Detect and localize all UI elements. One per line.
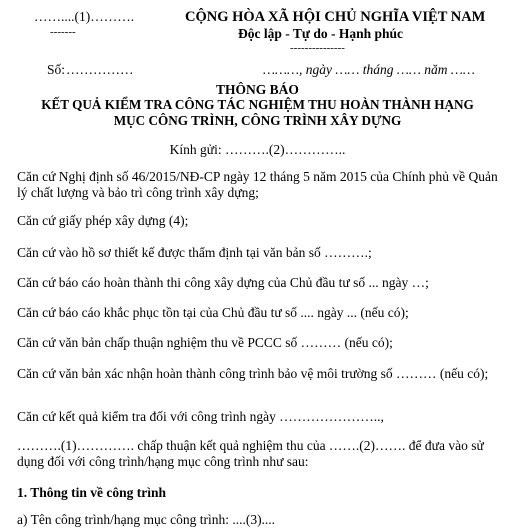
document-title-line3: MỤC CÔNG TRÌNH, CÔNG TRÌNH XÂY DỰNG: [113, 113, 402, 128]
legal-basis-permit: Căn cứ giấy phép xây dựng (4);: [17, 213, 189, 228]
national-motto: Độc lập - Tự do - Hạnh phúc: [238, 26, 404, 41]
issuing-org-placeholder: ……....(1)……….: [34, 9, 135, 24]
motto-dashes: ---------------: [290, 42, 345, 54]
legal-basis-environment: Căn cứ văn bản xác nhận hoàn thành công trình bảo vệ môi trường số ……… (nếu có);: [17, 366, 489, 381]
document-number-label: Số:: [47, 62, 66, 77]
national-title: CỘNG HÒA XÃ HỘI CHỦ NGHĨA VIỆT NAM: [185, 9, 486, 25]
document-title: THÔNG BÁO: [216, 82, 299, 97]
document-number-value: ……………: [66, 62, 134, 77]
project-name-item: a) Tên công trình/hạng mục công trình: ....(3)....: [17, 512, 276, 527]
legal-basis-completion-report: Căn cứ báo cáo hoàn thành thi công xây dựng của Chủ đầu tư số ... ngày …;: [17, 275, 429, 290]
recipient-line: Kính gửi: ……….(2)…………..: [169, 142, 346, 157]
document-title-line2: KẾT QUẢ KIỂM TRA CÔNG TÁC NGHIỆM THU HOÀN THÀNH HẠNG: [41, 97, 474, 112]
place-date-line: ………, ngày …… tháng …… năm ……: [263, 62, 475, 77]
legal-basis-remedy-report: Căn cứ báo cáo khắc phục tồn tại của Chủ đầu tư số .... ngày ... (nếu có);: [17, 305, 409, 320]
legal-basis-design: Căn cứ vào hồ sơ thiết kế được thẩm định tại văn bản số ……….;: [17, 245, 372, 260]
legal-basis-fire-safety: Căn cứ văn bản chấp thuận nghiệm thu về PCCC số ……… (nếu có);: [17, 335, 393, 350]
issuing-org-dashes: -------: [50, 26, 76, 38]
legal-basis-decree: Căn cứ Nghị định số 46/2015/NĐ-CP ngày 12 tháng 5 năm 2015 của Chính phủ về Quản lý chất lượng và bảo trì công trình xây dựng;: [17, 169, 498, 200]
section-heading-project-info: 1. Thông tin về công trình: [17, 485, 167, 500]
approval-statement: ……….(1)…………. chấp thuận kết quả nghiệm thu của …….(2)……. để đưa vào sử dụng đối với công trình/hạng mục công trình như sau:: [17, 438, 484, 469]
legal-basis-inspection: Căn cứ kết quả kiểm tra đối với công trình ngày …………………..,: [17, 409, 384, 424]
